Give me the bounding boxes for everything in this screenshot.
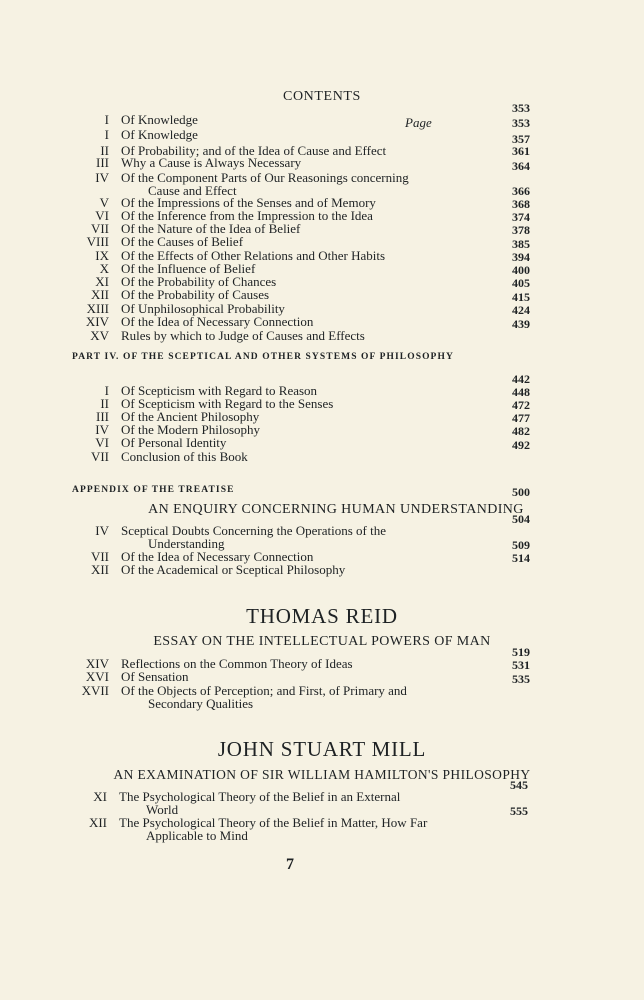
reid-work-title: ESSAY ON THE INTELLECTUAL POWERS OF MAN: [153, 634, 491, 649]
page-number-ref: 405: [512, 276, 530, 290]
page-number-ref: 519: [512, 645, 530, 659]
page-number-ref: 400: [512, 263, 530, 277]
enquiry-heading: AN ENQUIRY CONCERNING HUMAN UNDERSTANDING: [148, 502, 524, 517]
reid-author: THOMAS REID: [246, 604, 398, 628]
chapter-number: VIII: [86, 234, 109, 249]
chapter-title: Of the Academical or Sceptical Philosophy: [121, 562, 346, 577]
chapter-number: I: [104, 383, 109, 398]
appendix-page: 500: [512, 485, 530, 499]
chapter-number: II: [100, 143, 109, 158]
appendix-row: [72, 481, 530, 497]
chapter-number: XII: [90, 562, 109, 577]
page-number-ref: 368: [512, 197, 530, 211]
chapter-title: Why a Cause is Always Necessary: [121, 155, 302, 170]
page-column-label: Page: [405, 115, 432, 130]
chapter-title: Of Knowledge: [121, 127, 198, 142]
page-number-ref: 366: [512, 184, 530, 198]
chapter-title: Of the Effects of Other Relations and Other Habits: [121, 248, 386, 263]
chapter-title: Of the Component Parts of Our Reasonings concerning Cause and Effect: [121, 171, 491, 197]
chapter-number: VII: [90, 549, 109, 564]
chapter-title: Of Knowledge: [121, 112, 198, 127]
chapter-number: V: [99, 195, 109, 210]
page-number-ref: 509: [512, 538, 530, 552]
chapter-title: Rules by which to Judge of Causes and Effects: [121, 328, 365, 343]
chapter-title: Of Scepticism with Regard to Reason: [121, 383, 318, 398]
page-number-ref: 482: [512, 424, 530, 438]
page-number-ref: 492: [512, 438, 530, 452]
page-number-ref: 353: [512, 101, 530, 115]
chapter-title: Of Sensation: [121, 669, 189, 684]
page-number-ref: 472: [512, 398, 530, 412]
chapter-number: I: [104, 127, 109, 142]
page-number-ref: 545: [510, 778, 528, 792]
chapter-title-continuation: Cause and Effect: [148, 183, 237, 198]
contents-heading: CONTENTS: [283, 89, 361, 104]
chapter-number: XV: [90, 328, 109, 343]
chapter-title: The Psychological Theory of the Belief in Matter, How Far Applicable to Mind: [119, 816, 489, 842]
chapter-title: Sceptical Doubts Concerning the Operations of the Understanding: [121, 524, 491, 550]
chapter-number: IV: [95, 523, 109, 538]
chapter-title: Of the Inference from the Impression to the Idea: [121, 208, 373, 223]
page-number-ref: 531: [512, 658, 530, 672]
chapter-number: IV: [95, 422, 109, 437]
page-number-ref: 361: [512, 144, 530, 158]
chapter-title: Conclusion of this Book: [121, 449, 248, 464]
chapter-title-continuation: Understanding: [148, 536, 225, 551]
page-number-ref: 477: [512, 411, 530, 425]
chapter-title-continuation: World: [146, 802, 179, 817]
chapter-title: Of the Objects of Perception; and First, of Primary and Secondary Qualities: [121, 684, 491, 710]
page-number-ref: 439: [512, 317, 530, 331]
chapter-title-continuation: Applicable to Mind: [146, 828, 248, 843]
chapter-title: The Psychological Theory of the Belief in an External World: [119, 790, 489, 816]
page-number-ref: 385: [512, 237, 530, 251]
page-number-ref: 415: [512, 290, 530, 304]
mill-work-title: AN EXAMINATION OF SIR WILLIAM HAMILTON'S PHILOSOPHY: [113, 767, 531, 782]
chapter-number: III: [96, 409, 109, 424]
chapter-number: IX: [95, 248, 109, 263]
chapter-number: VII: [90, 449, 109, 464]
page-number-ref: 442: [512, 372, 530, 386]
page-number-ref: 378: [512, 223, 530, 237]
chapter-number: XIII: [86, 301, 109, 316]
chapter-title: Of the Causes of Belief: [121, 234, 244, 249]
chapter-number: IV: [95, 170, 109, 185]
chapter-title: Of the Idea of Necessary Connection: [121, 314, 314, 329]
page-number: 7: [286, 856, 294, 873]
chapter-number: XVII: [81, 683, 109, 698]
chapter-title: Of Unphilosophical Probability: [121, 301, 285, 316]
chapter-title: Reflections on the Common Theory of Ideas: [121, 656, 353, 671]
chapter-title: Of Probability; and of the Idea of Cause and Effect: [121, 143, 387, 158]
chapter-number: XVI: [85, 669, 109, 684]
chapter-number: II: [100, 396, 109, 411]
page-number-ref: 555: [510, 804, 528, 818]
page-number-ref: 357: [512, 132, 530, 146]
chapter-number: X: [99, 261, 109, 276]
appendix-label: APPENDIX OF THE TREATISE: [72, 485, 235, 495]
page-number-ref: 424: [512, 303, 530, 317]
page-number-ref: 504: [512, 512, 530, 526]
part-iv-heading: PART IV. OF THE SCEPTICAL AND OTHER SYSTEMS OF PHILOSOPHY: [72, 352, 454, 362]
chapter-number: XI: [95, 274, 109, 289]
page-number-ref: 374: [512, 210, 530, 224]
chapter-number: I: [104, 112, 109, 127]
chapter-number: XIV: [85, 656, 109, 671]
chapter-title: Of the Nature of the Idea of Belief: [121, 221, 301, 236]
chapter-title: Of the Modern Philosophy: [121, 422, 261, 437]
chapter-number: XII: [88, 815, 107, 830]
chapter-number: VI: [95, 435, 109, 450]
chapter-title: Of Personal Identity: [121, 435, 227, 450]
page-number-ref: 394: [512, 250, 530, 264]
chapter-number: XI: [93, 789, 107, 804]
page-number-ref: 448: [512, 385, 530, 399]
chapter-number: XII: [90, 287, 109, 302]
chapter-number: VII: [90, 221, 109, 236]
chapter-title: Of the Probability of Chances: [121, 274, 277, 289]
chapter-title: Of the Ancient Philosophy: [121, 409, 260, 424]
chapter-number: VI: [95, 208, 109, 223]
page-number-ref: 364: [512, 159, 530, 173]
page-number-ref: 353: [512, 116, 530, 130]
chapter-number: XIV: [85, 314, 109, 329]
page-number-ref: 514: [512, 551, 530, 565]
chapter-title: Of the Influence of Belief: [121, 261, 256, 276]
chapter-title: Of Scepticism with Regard to the Senses: [121, 396, 334, 411]
chapter-title-continuation: Secondary Qualities: [148, 696, 254, 711]
chapter-title: Of the Probability of Causes: [121, 287, 270, 302]
chapter-title: Of the Impressions of the Senses and of Memory: [121, 195, 376, 210]
chapter-title: Of the Idea of Necessary Connection: [121, 549, 314, 564]
chapter-number: III: [96, 155, 109, 170]
page-number-ref: 535: [512, 672, 530, 686]
mill-author: JOHN STUART MILL: [217, 737, 427, 761]
